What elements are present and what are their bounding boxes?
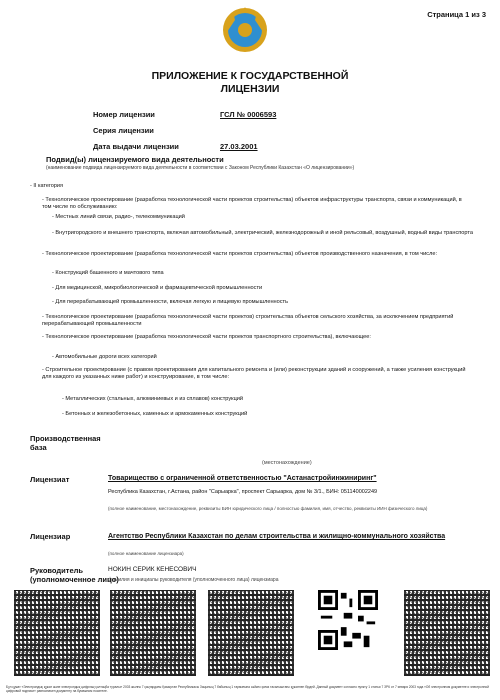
head-name: НОКИН СЕРИК КЕНЕСОВИЧ bbox=[108, 566, 197, 573]
activity-item: - Конструкций башенного и мачтового типа bbox=[52, 270, 164, 276]
activity-item: - Технологическое проектирование (разработка технологической части проектов строительства) объектов производственного назначения, в том числе: bbox=[42, 251, 438, 257]
activity-item: - Технологическое проектирование (разработка технологической части проектов строительства) объектов инфраструктуры транспорта, связи и коммуникаций, в том числе по обслуживанию: bbox=[42, 197, 462, 210]
head-sublabel: (уполномоченное лицо) bbox=[30, 575, 119, 584]
page-number: Страница 1 из 3 bbox=[427, 10, 486, 19]
licensee-name: Товарищество с ограниченной ответственностью "Астанастройинжиниринг" bbox=[108, 475, 377, 482]
subtype-note: (наименование подвида лицензируемого вида деятельности в соответствии с Законом Республики Казахстан «О лицензировании») bbox=[46, 165, 355, 171]
document-title bbox=[0, 70, 500, 96]
state-emblem-icon bbox=[221, 6, 269, 54]
licensee-label: Лицензиат bbox=[30, 475, 70, 484]
license-number: ГСЛ № 0006593 bbox=[220, 110, 277, 119]
activity-item: - Местных линий связи, радио-, телекоммуникаций bbox=[52, 214, 185, 220]
head-note: фамилия и инициалы руководителя (уполномоченного лица) лицензиара bbox=[108, 577, 279, 583]
licensee-note: (полное наименование, местонахождение, реквизиты БИН юридического лица / полностью фамилия, имя, отчество, реквизиты ИИН физического лица) bbox=[108, 506, 428, 511]
qr-code-icon bbox=[318, 590, 378, 650]
activity-item: - Для перерабатывающей промышленности, включая легкую и пищевую промышленность bbox=[52, 299, 289, 305]
digital-signature-code bbox=[110, 590, 196, 676]
licensor-name: Агентство Республики Казахстан по делам строительства и жилищно-коммунального хозяйства bbox=[108, 533, 446, 540]
license-date-label: Дата выдачи лицензии bbox=[93, 142, 179, 151]
title-line-1: ПРИЛОЖЕНИЕ К ГОСУДАРСТВЕННОЙ bbox=[151, 70, 349, 82]
activity-item: - Автомобильные дороги всех категорий bbox=[52, 354, 157, 360]
footer-legal-note: Бұл құжат «Электрондық құжат және электрондық цифрлық қолтаңба туралы» 2003 жылғы 7 қаңтардағы Қазақстан Республикасы Заңының 7 бабының 1 тармағына сәйкес қағаз тасығыштағы құжатпен бірдей. Данный документ согласно пункту 1 статьи 7 ЗРК от 7 января 2003 года «Об электронном документе и электронной цифровой подписи» равнозначен документу на бумажном носителе. bbox=[6, 685, 489, 693]
location-note: (местонахождение) bbox=[262, 460, 312, 466]
activity-item: - Металлических (стальных, алюминиевых и из сплавов) конструкций bbox=[62, 396, 244, 402]
licensor-label: Лицензиар bbox=[30, 532, 71, 541]
subtype-heading: Подвид(ы) лицензируемого вида деятельности bbox=[46, 155, 224, 164]
title-line-2: ЛИЦЕНЗИИ bbox=[220, 83, 280, 95]
license-date: 27.03.2001 bbox=[220, 142, 258, 151]
category-label: - II категория bbox=[30, 183, 63, 189]
license-number-label: Номер лицензии bbox=[93, 110, 155, 119]
activity-item: - Строительное проектирование (с правом проектирования для капитального ремонта и (или) реконструкции зданий и сооружений, а также усиления конструкций для каждого из указанных ниже работ) и конструирование, в том числе: bbox=[42, 367, 466, 380]
activity-item: - Внутригородского и внешнего транспорта, включая автомобильный, электрический, железнодорожный и иной рельсовый, воздушный, водный виды транспорта bbox=[52, 230, 474, 236]
licensee-address: Республика Казахстан, г.Астана, район "Сарыарка", проспект Сарыарка, дом № 3/1., БИН: 051140002249 bbox=[108, 489, 378, 495]
activity-item: - Бетонных и железобетонных, каменных и армокаменных конструкций bbox=[62, 411, 248, 417]
digital-signature-code bbox=[208, 590, 294, 676]
head-label: Руководитель bbox=[30, 566, 83, 575]
production-base-label: Производственная база bbox=[30, 434, 101, 452]
license-series-label: Серия лицензии bbox=[93, 126, 154, 135]
activity-item: - Для медицинской, микробиологической и фармацевтической промышленности bbox=[52, 285, 263, 291]
digital-signature-code bbox=[404, 590, 490, 676]
activity-item: - Технологическое проектирование (разработка технологической части проектов транспортного строительства), включающее: bbox=[42, 334, 371, 340]
licensor-note: (полное наименование лицензиара) bbox=[108, 551, 184, 556]
activity-item: - Технологическое проектирование (разработка технологической части проектов) строительства объектов сельского хозяйства, за исключением предприятий перерабатывающей промышленности bbox=[42, 314, 454, 327]
digital-signature-code bbox=[14, 590, 100, 676]
